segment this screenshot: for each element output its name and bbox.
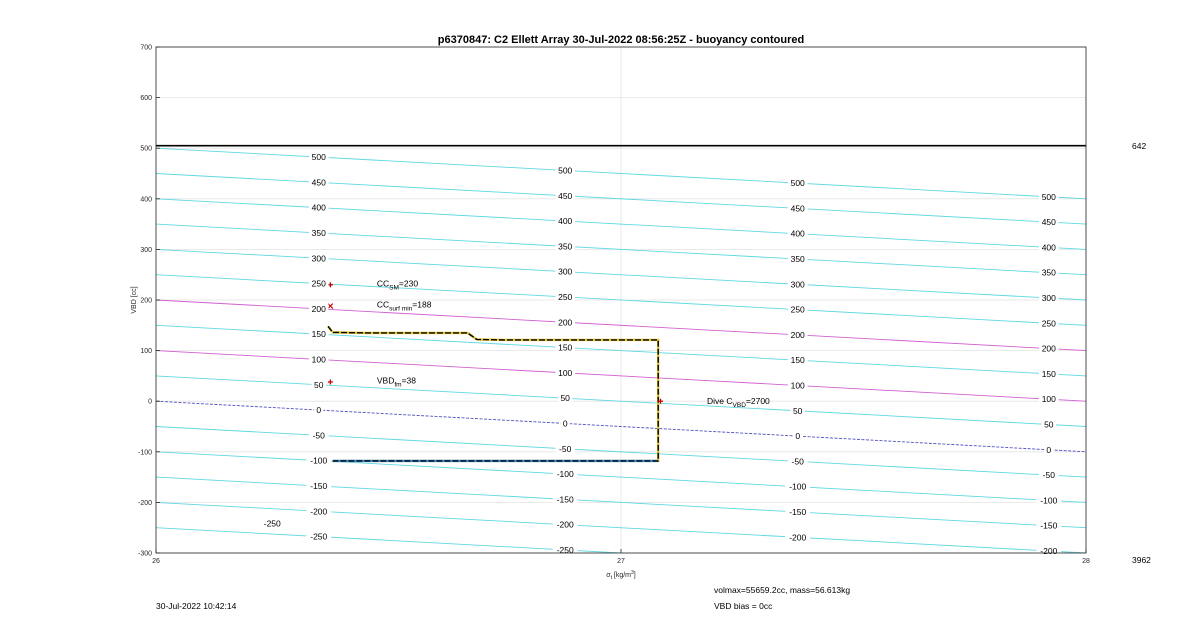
contour-label: -200: [556, 519, 574, 530]
annotation-base: VBD: [376, 375, 395, 386]
contour-label: 450: [311, 177, 326, 188]
footer-volmax: volmax=55659.2cc, mass=56.613kg: [714, 585, 851, 595]
contour-label: -50: [312, 430, 325, 441]
contour-label: 500: [790, 178, 805, 189]
annotation-base: CC: [376, 278, 390, 289]
annotation-rest: =2700: [745, 396, 770, 407]
contour-label: -200: [310, 506, 328, 517]
contour-label: -150: [789, 507, 807, 518]
x-tick-label: 26: [152, 558, 160, 565]
y-tick-label: 100: [140, 348, 152, 356]
annotation-base: CC: [376, 299, 390, 310]
footer-vbd-bias: VBD bias = 0cc: [714, 601, 773, 611]
contour-label: 500: [311, 152, 326, 163]
annotation-label: [377, 300, 432, 313]
contour-label: 400: [790, 228, 805, 239]
contour-label: 500: [1041, 191, 1056, 202]
x-axis-label: $\sigma_t$ $[kg/m^3]$: [606, 570, 636, 581]
annotation-rest: =230: [398, 278, 419, 289]
contour-label: 100: [311, 354, 326, 365]
annotation-label: [377, 278, 418, 291]
dive-trace-line: [328, 326, 658, 461]
contour-label: 150: [311, 329, 326, 340]
y-tick-label: -200: [137, 499, 152, 507]
contour-label: 150: [790, 355, 805, 366]
contour-label: -50: [791, 456, 804, 467]
annotation-sub: SM: [389, 284, 399, 292]
contour-label: -150: [310, 480, 328, 491]
contour-label: 250: [558, 291, 573, 302]
contour-label: 300: [558, 266, 573, 277]
footer-timestamp: 30-Jul-2022 10:42:14: [156, 601, 237, 611]
y-tick-label: 200: [140, 297, 152, 305]
contour-label: -50: [559, 443, 572, 454]
annotation-rest: =38: [401, 375, 417, 386]
contour-label: 50: [560, 393, 570, 404]
contour-label: 200: [558, 317, 573, 328]
contour-label: -100: [1040, 495, 1058, 506]
x-tick-label: 28: [1082, 558, 1090, 565]
contour-label: 200: [311, 303, 326, 314]
cross-marker: [328, 304, 333, 309]
y-tick-label: 0: [148, 398, 152, 406]
contour-label: -100: [789, 481, 807, 492]
contour-label: 200: [790, 329, 805, 340]
annotation-label: [707, 396, 770, 409]
contour-label: 350: [311, 227, 326, 238]
contour-label: 350: [558, 241, 573, 252]
contour-label: 250: [1041, 318, 1056, 329]
contour-label: -250: [310, 531, 328, 542]
contour-label: -250: [556, 544, 574, 555]
contour-label: -50: [1042, 470, 1055, 481]
contour-label: -150: [1040, 520, 1058, 531]
contour-label: 250: [311, 278, 326, 289]
contour-label: 350: [790, 254, 805, 265]
contour-label: 0: [795, 431, 801, 442]
bottom-depth-label: 3962: [1132, 555, 1151, 565]
contour-label: 300: [1041, 292, 1056, 303]
contour-label: 150: [1041, 368, 1056, 379]
y-tick-label: -100: [137, 449, 152, 457]
annotation-base: Dive C: [707, 396, 733, 407]
contour-label: 100: [790, 380, 805, 391]
contour-label: 50: [314, 379, 324, 390]
contour-label: 450: [1041, 217, 1056, 228]
contour-label: 300: [790, 279, 805, 290]
annotation-sub: fm: [394, 381, 402, 389]
contour-label: 100: [558, 367, 573, 378]
x-tick-label: 27: [617, 558, 625, 565]
annotation-rest: =188: [412, 299, 432, 310]
y-tick-label: 600: [140, 95, 152, 103]
series-layer: [328, 326, 658, 461]
contour-label: 400: [311, 202, 326, 213]
contour-label: 350: [1041, 267, 1056, 278]
plus-marker: [328, 282, 333, 287]
contour-label: 400: [1041, 242, 1056, 253]
contour-label: 500: [558, 165, 573, 176]
y-tick-label: 700: [140, 44, 152, 52]
contour-label: 200: [1041, 343, 1056, 354]
contour-label-layer: [260, 152, 1061, 557]
contour-label: 50: [792, 405, 803, 416]
contour-label: -100: [310, 455, 328, 466]
contour-label: 0: [562, 418, 568, 429]
contour-label: 0: [1046, 444, 1052, 455]
y-tick-label: 400: [140, 196, 152, 204]
axes-layer: [138, 45, 1090, 566]
max-depth-label: 642: [1132, 141, 1147, 151]
y-tick-label: 300: [140, 246, 152, 254]
annotation-sub: surf min: [389, 305, 413, 313]
annotation-label: [377, 375, 416, 388]
y-axis-label: VBD [cc]: [131, 286, 138, 314]
plus-marker: [328, 379, 333, 384]
contour-label: 300: [311, 253, 326, 264]
contour-label: -200: [1040, 545, 1058, 556]
contour-label: 50: [1044, 419, 1054, 430]
contour-label: -200: [789, 532, 807, 543]
contour-label: 250: [790, 304, 805, 315]
contour-label: 100: [1041, 394, 1056, 405]
annotation-sub: VBD: [732, 402, 746, 410]
chart-title: p6370847: C2 Ellett Array 30-Jul-2022 08:56:25Z - buoyancy contoured: [437, 34, 805, 46]
contour-label: -100: [556, 469, 574, 480]
contour-label: 450: [790, 203, 805, 214]
contour-label: 150: [558, 342, 573, 353]
contour-label: -250: [263, 518, 281, 529]
contour-label: 450: [558, 190, 573, 201]
dive-trace-underlay: [328, 326, 658, 461]
contour-label: 0: [316, 405, 322, 416]
y-tick-label: -300: [137, 550, 152, 558]
contour-label: 400: [558, 216, 573, 227]
contour-label: -150: [556, 494, 574, 505]
y-tick-label: 500: [140, 145, 152, 153]
